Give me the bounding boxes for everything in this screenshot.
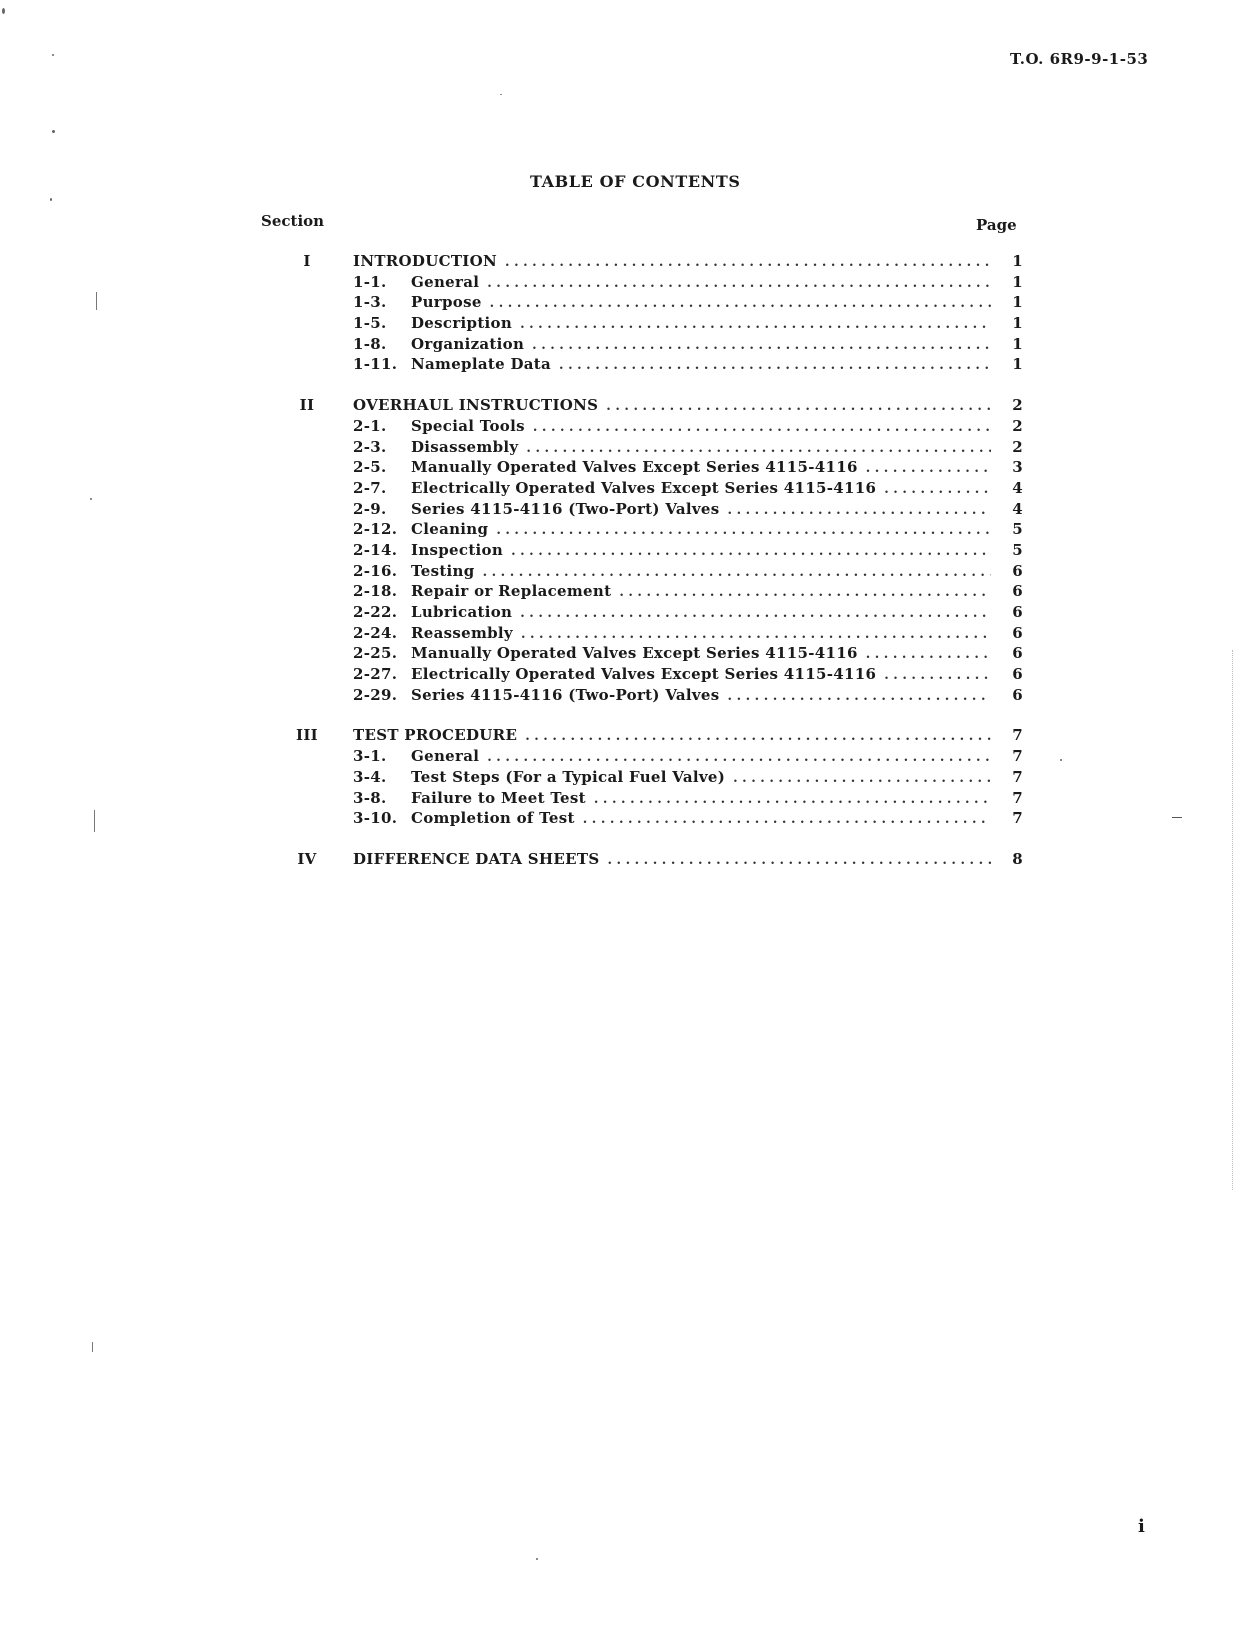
page-number: 6 [1012,685,1023,704]
scan-speck [90,498,92,500]
toc-entry[interactable] [261,500,1023,521]
page-number: 7 [1012,788,1023,807]
entry-title: General [411,272,480,291]
toc-list [261,252,1023,871]
paragraph-number: 2-25. [353,644,398,663]
dot-leader [526,441,991,456]
entry-title: Inspection [411,540,504,559]
toc-section-heading[interactable] [261,850,1023,871]
toc-entry[interactable] [261,562,1023,583]
toc-entry[interactable] [261,789,1023,810]
dot-leader [884,668,991,683]
entry-title: Series 4115-4116 (Two-Port) Valves [411,685,720,704]
toc-entry[interactable] [261,314,1023,335]
entry-title: Description [411,314,513,333]
entry-title: Test Steps (For a Typical Fuel Valve) [411,767,726,786]
page-number: 1 [1012,355,1023,374]
scan-speck [500,94,502,95]
section-title: TEST PROCEDURE [353,726,518,745]
page-number: 8 [1012,849,1023,868]
page-number: 7 [1012,809,1023,828]
toc-entry[interactable] [261,293,1023,314]
paragraph-number: 2-1. [353,416,387,435]
scan-speck [2,8,5,14]
document-number: T.O. 6R9-9-1-53 [1010,50,1149,68]
toc-title: TABLE OF CONTENTS [530,172,741,191]
entry-title: Purpose [411,293,482,312]
entry-title: Failure to Meet Test [411,788,586,807]
dot-leader [525,729,991,744]
entry-title: Cleaning [411,520,489,539]
toc-section-heading[interactable] [261,396,1023,417]
paragraph-number: 2-18. [353,582,398,601]
dot-leader [884,482,991,497]
toc-section-heading[interactable] [261,726,1023,747]
toc-entry[interactable] [261,582,1023,603]
page-number: 6 [1012,561,1023,580]
page-number: 1 [1012,334,1023,353]
paragraph-number: 2-5. [353,458,387,477]
paragraph-number: 3-8. [353,788,387,807]
scan-mark [1172,817,1182,818]
toc-entry[interactable] [261,665,1023,686]
dot-leader [490,296,991,311]
toc-entry[interactable] [261,417,1023,438]
paragraph-number: 1-3. [353,293,387,312]
entry-title: Lubrication [411,603,513,621]
entry-title: General [411,747,480,766]
section-numeral: III [296,726,318,745]
section-title: INTRODUCTION [353,252,498,270]
section-numeral: IV [297,849,317,868]
page-number: 2 [1012,396,1023,415]
entry-title: Electrically Operated Valves Except Series 4115-4116 [411,665,877,684]
dot-leader [532,338,991,353]
toc-section-3 [261,726,1023,829]
paragraph-number: 3-4. [353,767,387,786]
dot-leader [594,792,991,807]
dot-leader [866,647,991,662]
dot-leader [520,606,991,621]
page-number: 1 [1012,314,1023,333]
page-number: 1 [1012,293,1023,312]
paragraph-number: 2-3. [353,437,387,456]
page-number: 3 [1012,458,1023,477]
toc-section-heading[interactable] [261,252,1023,273]
toc-entry[interactable] [261,603,1023,624]
page-number: 6 [1012,665,1023,684]
paragraph-number: 1-1. [353,272,387,291]
entry-title: Reassembly [411,623,513,642]
scan-mark [94,810,95,832]
paragraph-number: 2-7. [353,478,387,497]
page-number: 5 [1012,520,1023,539]
toc-entry[interactable] [261,768,1023,789]
dot-leader [533,420,991,435]
section-column-heading: Section [261,212,325,230]
page-number: 7 [1012,747,1023,766]
paragraph-number: 1-5. [353,314,387,333]
page-number: 6 [1012,582,1023,601]
dot-leader [728,689,991,704]
section-numeral: II [299,396,315,415]
toc-section-1 [261,252,1023,376]
scan-speck [1060,759,1062,761]
page-column-heading: Page [976,216,1017,234]
page-number: 7 [1012,767,1023,786]
entry-title: Special Tools [411,416,525,435]
dot-leader [583,812,991,827]
dot-leader [559,358,991,373]
page-number: 6 [1012,644,1023,663]
page-number: 2 [1012,437,1023,456]
dot-leader [511,544,991,559]
entry-title: Electrically Operated Valves Except Series 4115-4116 [411,478,877,497]
page-number: 1 [1012,252,1023,270]
toc-section-2 [261,396,1023,706]
section-title: DIFFERENCE DATA SHEETS [353,849,600,868]
page-number: 4 [1012,478,1023,497]
page-number: 2 [1012,416,1023,435]
paragraph-number: 2-12. [353,520,398,539]
paragraph-number: 3-1. [353,747,387,766]
dot-leader [728,503,991,518]
entry-title: Manually Operated Valves Except Series 4115-4116 [411,644,858,663]
paragraph-number: 2-29. [353,685,398,704]
paragraph-number: 2-22. [353,603,398,621]
entry-title: Testing [411,561,475,580]
toc-entry[interactable] [261,686,1023,707]
entry-title: Repair or Replacement [411,582,612,601]
dot-leader [487,276,991,291]
toc-entry[interactable] [261,644,1023,665]
paragraph-number: 1-11. [353,355,398,374]
scan-speck [52,130,55,133]
dot-leader [496,523,991,538]
dot-leader [505,255,991,270]
dot-leader [520,317,991,332]
entry-title: Manually Operated Valves Except Series 4115-4116 [411,458,858,477]
scan-speck [536,1558,538,1560]
toc-section-4 [261,850,1023,871]
dot-leader [606,399,991,414]
page-number: 5 [1012,540,1023,559]
dot-leader [866,461,991,476]
scan-mark [96,292,97,310]
entry-title: Nameplate Data [411,355,552,374]
scan-speck [50,198,52,201]
page-folio: i [1138,1516,1145,1537]
paragraph-number: 3-10. [353,809,398,828]
scan-speck [52,54,54,56]
toc-entry[interactable] [261,520,1023,541]
toc-entry[interactable] [261,624,1023,645]
page-number: 6 [1012,603,1023,621]
dot-leader [733,771,991,786]
entry-title: Completion of Test [411,809,575,828]
paragraph-number: 2-9. [353,499,387,518]
paragraph-number: 2-16. [353,561,398,580]
toc-entry[interactable] [261,479,1023,500]
toc-entry[interactable] [261,273,1023,294]
paragraph-number: 2-27. [353,665,398,684]
paragraph-number: 2-14. [353,540,398,559]
page-number: 1 [1012,272,1023,291]
toc-entry[interactable] [261,438,1023,459]
toc-entry[interactable] [261,355,1023,376]
page-number: 7 [1012,726,1023,745]
toc-entry[interactable] [261,809,1023,830]
toc-entry[interactable] [261,747,1023,768]
entry-title: Organization [411,334,525,353]
scan-mark [92,1342,93,1352]
section-numeral: I [303,252,311,270]
scan-mark [1232,650,1234,1190]
toc-entry[interactable] [261,541,1023,562]
entry-title: Series 4115-4116 (Two-Port) Valves [411,499,720,518]
toc-entry[interactable] [261,335,1023,356]
dot-leader [607,853,991,868]
section-title: OVERHAUL INSTRUCTIONS [353,396,599,415]
entry-title: Disassembly [411,437,519,456]
paragraph-number: 2-24. [353,623,398,642]
paragraph-number: 1-8. [353,334,387,353]
dot-leader [487,750,991,765]
dot-leader [521,627,991,642]
dot-leader [483,565,991,580]
page-number: 4 [1012,499,1023,518]
page-number: 6 [1012,623,1023,642]
toc-entry[interactable] [261,458,1023,479]
dot-leader [619,585,991,600]
